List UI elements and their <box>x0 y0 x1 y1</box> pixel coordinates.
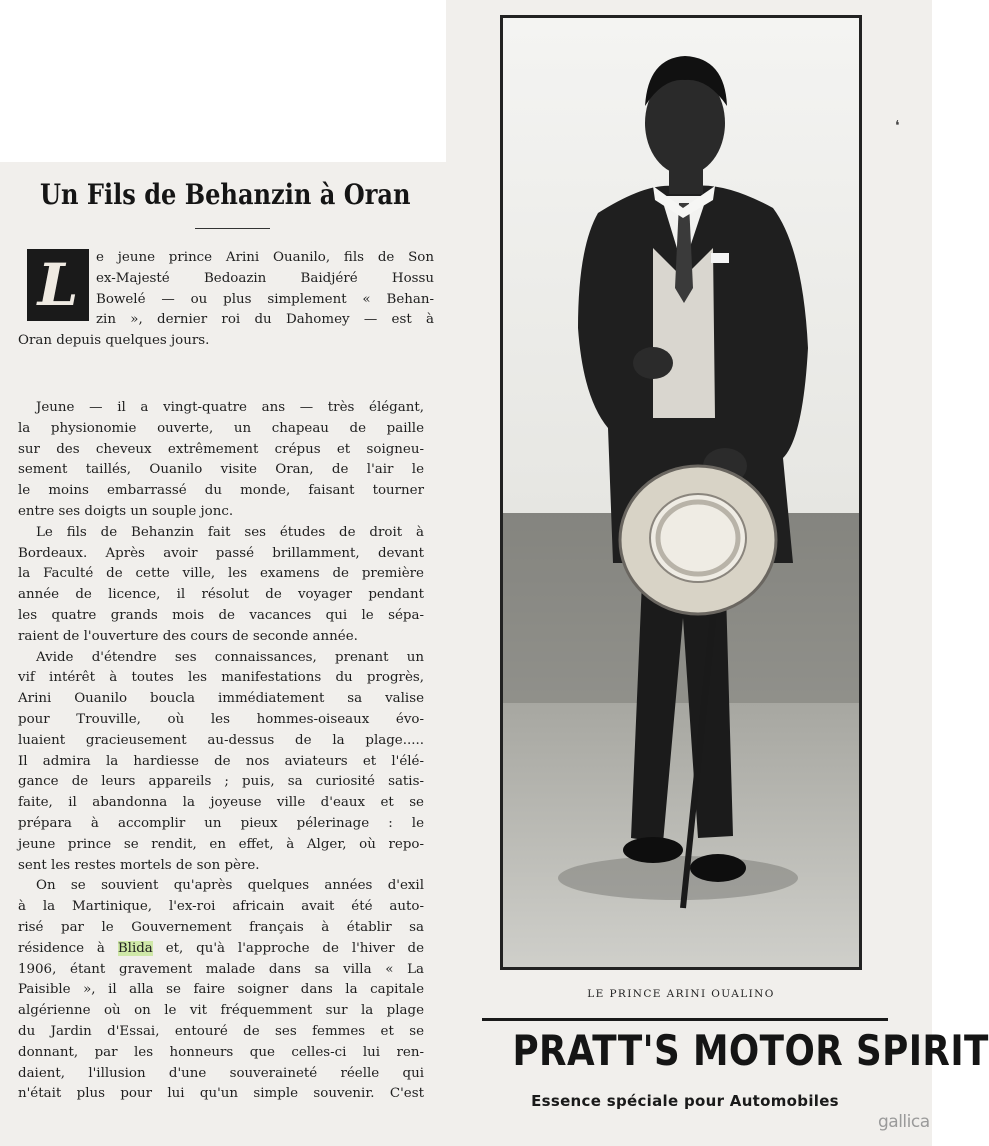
lede-line: Oran depuis quelques jours. <box>18 333 210 348</box>
photo-caption: LE PRINCE ARINI OUALINO <box>587 988 775 1000</box>
advert-subtitle: Essence spéciale pour Automobiles <box>531 1092 839 1110</box>
lede-line: Bowelé — ou plus simplement « Behan- <box>96 291 434 307</box>
highlighted-word: Blida <box>117 940 153 956</box>
body-line: luaient gracieusement au-dessus de la plage..... <box>18 732 424 748</box>
portrait-photo <box>500 15 862 970</box>
body-line: daient, l'illusion d'une souveraineté réelle qui <box>18 1065 424 1081</box>
body-line: 1906, étant gravement malade dans sa villa « La <box>18 961 424 977</box>
body-line: gance de leurs appareils ; puis, sa curiosité satis- <box>18 774 424 790</box>
body-line: faite, il abandonna la joyeuse ville d'eaux et se <box>18 795 424 811</box>
body-line: vif intérêt à toutes les manifestations du progrès, <box>18 670 424 686</box>
body-line: raient de l'ouverture des cours de seconde année. <box>18 628 358 644</box>
tick-mark: ❛ <box>895 118 900 134</box>
body-line: la Faculté de cette ville, les examens de première <box>18 566 424 582</box>
body-line: pour Trouville, où les hommes-oiseaux évo- <box>18 711 424 727</box>
title-divider <box>195 228 270 229</box>
body-line: n'était plus pour lui qu'un simple souvenir. C'est <box>18 1086 424 1102</box>
body-line: Le fils de Behanzin fait ses études de droit à <box>36 524 424 540</box>
body-line: du Jardin d'Essai, entouré de ses femmes et se <box>18 1023 424 1039</box>
body-line: On se souvient qu'après quelques années d'exil <box>36 878 424 894</box>
body-line: la physionomie ouverte, un chapeau de paille <box>18 420 424 436</box>
body-line: Avide d'étendre ses connaissances, prenant un <box>36 649 424 665</box>
lede-line: zin », dernier roi du Dahomey — est à <box>96 312 434 328</box>
lede-line: e jeune prince Arini Ouanilo, fils de Son <box>96 250 434 265</box>
body-line: sement taillés, Ouanilo visite Oran, de l'air le <box>18 462 424 478</box>
portrait-figure <box>503 18 859 967</box>
body-line: Paisible », il alla se faire soigner dans la capitale <box>18 982 424 998</box>
body-line: entre ses doigts un souple jonc. <box>18 503 234 519</box>
body-line: risé par le Gouvernement français à établir sa <box>18 919 424 935</box>
body-line-blida <box>18 939 424 960</box>
article-body <box>18 398 424 1105</box>
lede-paragraph <box>96 248 434 331</box>
advert-divider <box>482 1018 888 1021</box>
body-line: algérienne où on le vit fréquemment sur la plage <box>18 1003 424 1019</box>
body-text: et, qu'à l'approche de l'hiver de <box>152 940 424 956</box>
advert-title: PRATT'S MOTOR SPIRIT <box>512 1026 989 1075</box>
body-line: année de licence, il résolut de voyager pendant <box>18 587 424 603</box>
body-line: sent les restes mortels de son père. <box>18 857 260 873</box>
body-line: Bordeaux. Après avoir passé brillamment, devant <box>18 545 424 561</box>
body-text: résidence à <box>18 940 118 956</box>
body-line: les quatre grands mois de vacances qui le sépa- <box>18 607 424 623</box>
gallica-watermark: gallica <box>878 1112 930 1132</box>
lede-last-line <box>18 331 434 352</box>
body-line: sur des cheveux extrêmement crépus et soigneu- <box>18 441 424 457</box>
body-line: Arini Ouanilo boucla immédiatement sa valise <box>18 691 424 707</box>
ornamental-dropcap <box>27 249 89 321</box>
body-line: le moins embarrassé du monde, faisant tourner <box>18 483 424 499</box>
lede-line: ex-Majesté Bedoazin Baidjéré Hossu <box>96 270 434 286</box>
dropcap-letter: L <box>37 251 79 319</box>
body-line: à la Martinique, l'ex-roi africain avait été auto- <box>18 899 424 915</box>
body-line: prépara à accomplir un pieux pélerinage : le <box>18 815 424 831</box>
body-line: jeune prince se rendit, en effet, à Alger, où repo- <box>18 836 424 852</box>
body-line: Jeune — il a vingt-quatre ans — très élégant, <box>36 400 424 415</box>
body-line: donnant, par les honneurs que celles-ci lui ren- <box>18 1044 424 1060</box>
body-line: Il admira la hardiesse de nos aviateurs et l'élé- <box>18 753 424 769</box>
article-title: Un Fils de Behanzin à Oran <box>40 178 411 211</box>
